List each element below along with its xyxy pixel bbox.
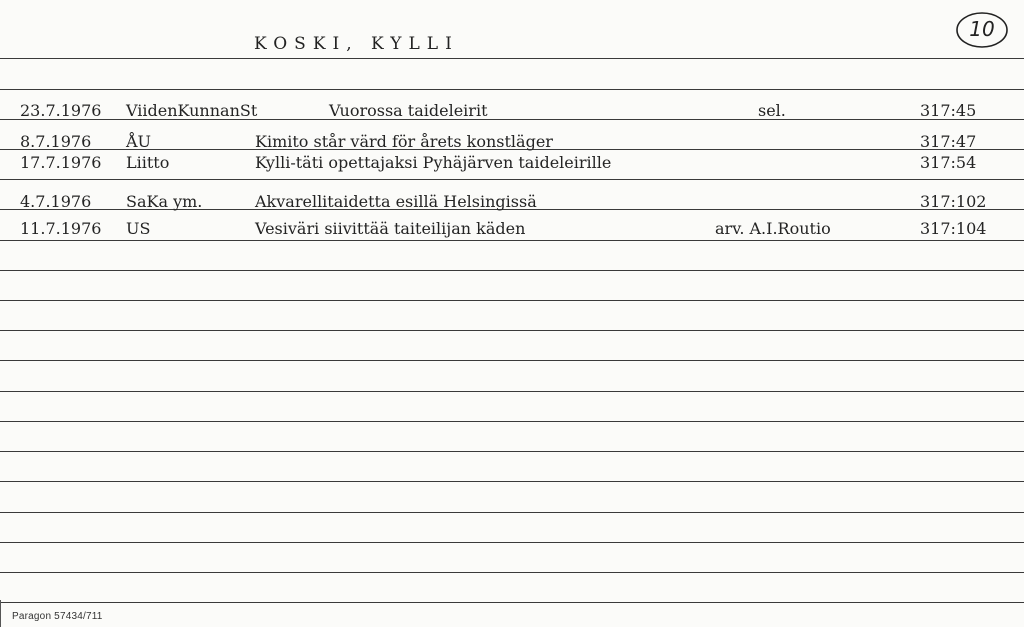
entry-source: SaKa ym. [126,192,203,211]
ruled-line [0,391,1024,392]
page-number-circle [955,11,1009,49]
card-title: KOSKI, KYLLI [254,34,459,54]
entry-reference: 317:45 [920,101,977,120]
entry-title: Kimito står värd för årets konstläger [255,132,553,151]
ruled-line [0,270,1024,271]
ruled-line [0,330,1024,331]
entry-source: ViidenKunnanSt [126,101,258,120]
entry-reference: 317:104 [920,219,987,238]
ruled-line [0,179,1024,180]
page-number: 10 [969,17,995,41]
entry-date: 23.7.1976 [20,101,102,120]
entry-note: sel. [758,101,786,120]
entry-title: Vuorossa taideleirit [329,101,488,120]
entry-date: 11.7.1976 [20,219,102,238]
ruled-line [0,451,1024,452]
ruled-line [0,421,1024,422]
entry-title: Kylli-täti opettajaksi Pyhäjärven taideleirille [255,153,612,172]
ruled-line [0,542,1024,543]
entry-note: arv. A.I.Routio [715,219,831,238]
entry-row [0,153,1024,175]
entry-row [0,219,1024,241]
ruled-line [0,300,1024,301]
ruled-line [0,360,1024,361]
ruled-line [0,572,1024,573]
entry-title: Vesiväri siivittää taiteilijan käden [255,219,526,238]
entry-row [0,132,1024,154]
entry-reference: 317:102 [920,192,987,211]
footer-print-code: Paragon 57434/711 [12,611,103,622]
entry-date: 17.7.1976 [20,153,102,172]
entry-reference: 317:54 [920,153,977,172]
entry-title: Akvarellitaidetta esillä Helsingissä [255,192,537,211]
entry-source: US [126,219,151,238]
margin-mark [0,600,1,627]
entry-date: 8.7.1976 [20,132,92,151]
entry-date: 4.7.1976 [20,192,92,211]
entry-source: ÅU [126,132,152,151]
entry-reference: 317:47 [920,132,977,151]
ruled-line [0,481,1024,482]
ruled-line [0,512,1024,513]
header-rule [0,58,1024,59]
ruled-line [0,602,1024,603]
entry-row [0,101,1024,123]
ruled-line [0,89,1024,90]
entry-source: Liitto [126,153,170,172]
entry-row [0,192,1024,214]
